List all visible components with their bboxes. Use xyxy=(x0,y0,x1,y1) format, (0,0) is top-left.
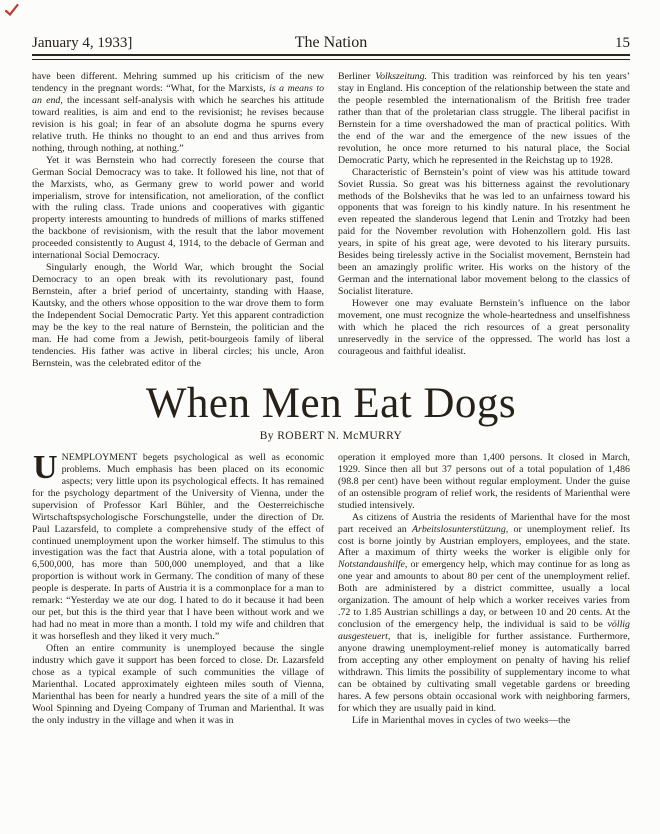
text-run: the incessant self-analysis with which he searches his attitude toward realities, is aim and end to the revisionist; he revises because revision is his goal; in fear of an absolute dogma he spurns every relative truth. He thinks no thought to an end and thus arrives from nothing, through nothing, at nothing.” xyxy=(32,94,324,154)
text-run: or emergency help, which may continue for as long as one year and amounts to about 80 per cent of the unemployment relief. Both are administered by a district committee, usually a local organization. The amount of help which a worker receives varies from .72 to 1.85 Austrian schillings a day, or between 10 and 20 cents. At the conclusion of the emergency help, the individual is said to be xyxy=(338,559,630,631)
text-run: NEMPLOYMENT begets psychological as well as economic problems. Much emphasis has been placed on its economic aspects; very little upon its psychological effects. It has remained for the psychology department of the University of Vienna, under the supervision of Professor Karl Bühler, and the Oesterreichische Wirtschaftspsychologische Forschungstelle, under the direction of Dr. Paul Lazarsfeld, to complete a comprehensive study of the effect of continued unemployment upon the worker himself. The stimulus to this investigation was the fact that Austria alone, with a total population of 6,500,000, has more than 500,000 unemployed, and that a like proportion is without work in Germany. The condition of many of these people is desperate. In parts of Austria it is a commonplace for a man to remark: “Yesterday we ate our dog. I hated to do it because it had been our pet, but this is the third year that I have been without work and we had had no meat in more than a month. I told my wife and children that it was horseflesh and they liked it very much.” xyxy=(32,451,324,643)
text-run: Berliner xyxy=(338,71,376,82)
masthead xyxy=(32,34,630,52)
paragraph xyxy=(32,643,324,727)
text-run: Characteristic of Bernstein’s point of view was his attitude toward Soviet Russia. So great was his bitterness against the revolutionary methods of the Bolsheviks that he was led to an unfairness toward his opponents that was foreign to his kindly nature. In his resentment he even repeated the slanderous legend that Lenin and Trotzky had been paid for the November revolution with Hohenzollern gold. His last years, in spite of his great age, were devoted to his literary pursuits. Besides being tirelessly active in the Socialist movement, Bernstein had been an amazingly prolific writer. His works on the history of the German and the international labor movement belong to the classics of Socialist literature. xyxy=(338,166,630,298)
text-run: As citizens of Austria the residents of Marienthal have for the most part received an xyxy=(338,511,630,535)
masthead-double-rule xyxy=(32,54,630,60)
article2-columns xyxy=(32,448,630,727)
text-run: Life in Marienthal moves in cycles of two weeks—the xyxy=(352,714,571,726)
paragraph xyxy=(338,167,630,298)
text-run: Singularly enough, the World War, which brought the Social Democracy to an open break with its revolutionary past, found Bernstein, after a brief period of uncertainty, standing with Haase, Kautsky, and the others whose opposition to the war drove them to form the Independent Social Democratic Party. Yet this apparent contradiction may be the key to the real nature of Bernstein, the politician and the man. He had come from a Jewish, petit-bourgeois family of liberal tendencies. His father was active in liberal circles; his uncle, Aron Bernstein, was the celebrated editor of the xyxy=(32,262,324,369)
text-run: Yet it was Bernstein who had correctly foreseen the course that German Social Democracy was to take. It followed his line, not that of the Marxists, who, as Germany grew to world power and world imperialism, strove for intensification, not amelioration, of the conflict with the ruling class. Trade unions and cooperatives with gigantic property interests amounting to hundreds of millions of marks stiffened the backbone of revisionism, with the result that the labor movement proceeded consistently to August 4, 1914, to the debacle of German and international Social Democracy. xyxy=(32,154,324,262)
article2-left-column xyxy=(32,448,324,727)
drop-cap: U xyxy=(33,448,58,486)
text-run: However one may evaluate Bernstein’s influence on the labor movement, one must recognize the whole-heartedness and unselfishness with which he placed the rich resources of a great personality unreservedly in the service of the oppressed. The world has lost a courageous and faithful idealist. xyxy=(338,298,630,357)
article1-left-column xyxy=(32,71,324,370)
article2-title-block xyxy=(32,379,630,442)
paragraph xyxy=(338,71,630,167)
paragraph xyxy=(338,452,630,512)
red-pen-mark-icon xyxy=(5,4,19,16)
paragraph xyxy=(338,715,630,727)
text-run: Often an entire community is unemployed because the single industry which gave it support has been forced to close. Dr. Lazarsfeld chose as a typical example of such communities the village of Marienthal. Located approximately eighteen miles south of Vienna, Marienthal has been for nearly a hundred years the site of a mill of the Wool Spinning and Dyeing Company of Truman and Marienthal. It was the only industry in the village and when it was in xyxy=(32,643,324,726)
paragraph xyxy=(338,298,630,358)
text-run: that is, ineligible for further assistance. Furthermore, anyone drawing unemployment-relief money is automatically barred from accepting any other employment on penalty of having his relief withdrawn. This limits the possibility of supplementary income to what can be obtained by cultivating small vegetable gardens or breeding hares. A few persons obtain occasional work with neighboring farmers, for which they are usually paid in kind. xyxy=(338,631,630,714)
paragraph xyxy=(32,71,324,155)
text-run: This tradition was reinforced by his ten years’ stay in England. His conception of the relationship between the state and the people resembled the internationalism of the British free trader rather than that of the proletarian class struggle. The liberal pacifist in Bernstein for a time overshadowed the man of practical politics. With the end of the war and the emergence of the new issues of the revolution, he once more returned to his natural place, the Social Democratic Party, which he represented in the Reichstag up to 1928. xyxy=(338,71,630,166)
article2-byline: By ROBERT N. McMURRY xyxy=(259,429,403,442)
masthead-date: January 4, 1933] xyxy=(32,35,133,51)
article2-title: When Men Eat Dogs xyxy=(145,379,517,427)
text-run: Volkszeitung. xyxy=(375,71,428,82)
paragraph xyxy=(32,448,324,643)
text-run: Arbeitslosunterstützung, xyxy=(411,523,509,535)
paragraph xyxy=(338,512,630,715)
text-run: operation it employed more than 1,400 persons. It closed in March, 1929. Since then all but 37 persons out of a total population of 1,486 (98.8 per cent) have been without regular employment. Under the guise of an ostensible program of relief work, the residents of Marienthal were studied intensively. xyxy=(338,451,630,511)
paragraph xyxy=(32,262,324,370)
text-run: have been different. Mehring summed up his criticism of the new tendency in the pregnant words: “What, for the Marxists, xyxy=(32,71,324,94)
masthead-publication-title: The Nation xyxy=(294,34,368,51)
article1-columns xyxy=(32,71,630,370)
text-run: Notstandaushilfe, xyxy=(338,559,408,571)
masthead-page-number: 15 xyxy=(614,35,630,51)
paragraph xyxy=(32,155,324,263)
article2-right-column xyxy=(338,452,630,727)
text-run: is a means to an end, xyxy=(32,82,325,106)
article1-right-column xyxy=(338,71,630,370)
text-run: or unemployment relief. Its cost is borne jointly by Austrian employers, employees, and the state. After a maximum of thirty weeks the worker is eligible only for xyxy=(338,523,630,559)
text-run: völlig ausgesteuert, xyxy=(338,619,630,643)
